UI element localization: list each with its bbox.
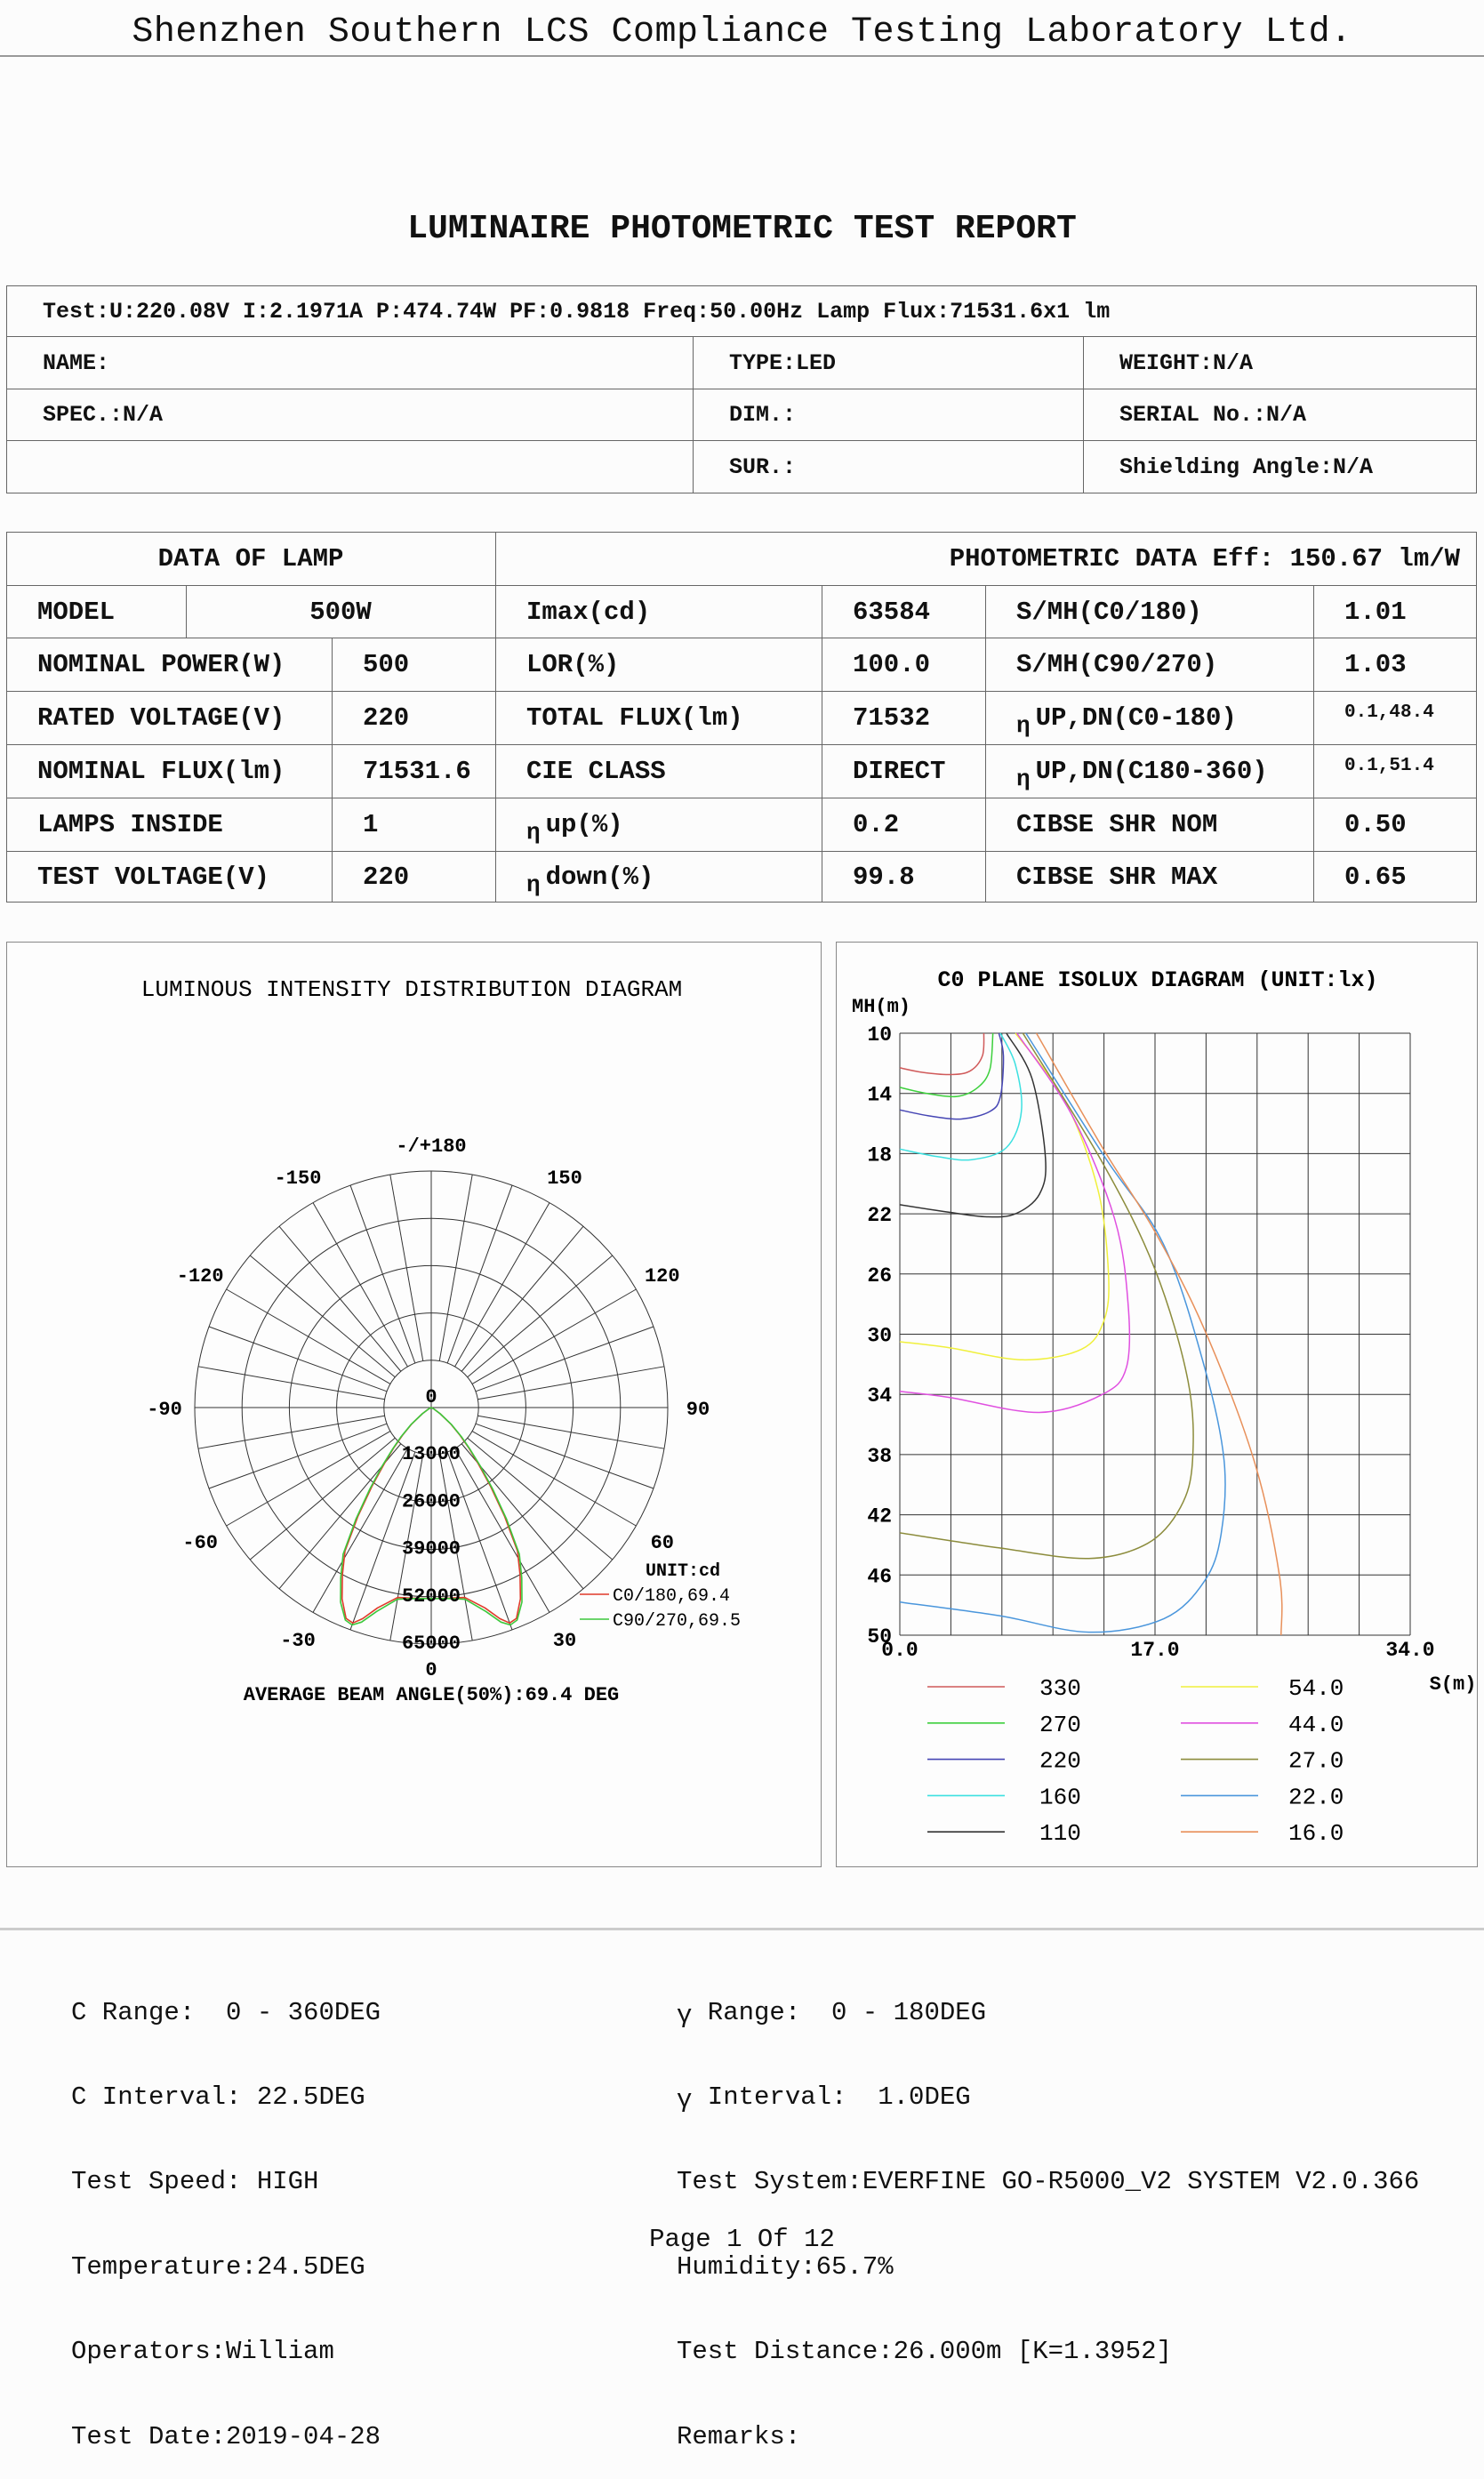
angle-label: 0 bbox=[425, 1659, 437, 1681]
legend-label: 22.0 bbox=[1288, 1784, 1344, 1811]
eta-symbol: η bbox=[526, 819, 541, 846]
y-tick-label: 14 bbox=[867, 1083, 892, 1107]
center-label: 0 bbox=[425, 1386, 437, 1408]
shielding-angle-field: Shielding Angle:N/A bbox=[1084, 441, 1477, 493]
row-value: 71531.6 bbox=[333, 745, 496, 798]
c-range: C Range: 0 - 360DEG bbox=[71, 1997, 381, 2027]
row-value: 0.2 bbox=[822, 798, 986, 852]
temperature: Temperature:24.5DEG bbox=[71, 2251, 365, 2282]
row-label: CIBSE SHR MAX bbox=[986, 852, 1314, 903]
test-electrical-line: Test:U:220.08V I:2.1971A P:474.74W PF:0.9818 Freq:50.00Hz Lamp Flux:71531.6x1 lm bbox=[7, 286, 1477, 337]
row-value: 0.1,48.4 bbox=[1314, 692, 1477, 745]
type-field: TYPE:LED bbox=[694, 337, 1084, 389]
row-value: 0.65 bbox=[1314, 852, 1477, 903]
isolux-contour-270 bbox=[900, 1033, 993, 1096]
row-label: S/MH(C0/180) bbox=[986, 586, 1314, 638]
humidity: Humidity:65.7% bbox=[677, 2251, 894, 2282]
row-label-text: up(%) bbox=[545, 810, 623, 839]
angle-label: -150 bbox=[274, 1167, 322, 1191]
isolux-contour-330 bbox=[900, 1033, 984, 1075]
row-label: RATED VOLTAGE(V) bbox=[7, 692, 333, 745]
isolux-contour-54.0 bbox=[900, 1033, 1109, 1360]
row-label: CIE CLASS bbox=[496, 745, 822, 798]
y-tick-label: 50 bbox=[867, 1625, 892, 1649]
ring-label: 39000 bbox=[401, 1537, 461, 1560]
row-value: 1.01 bbox=[1314, 586, 1477, 638]
row-label: LAMPS INSIDE bbox=[7, 798, 333, 852]
sur-field: SUR.: bbox=[694, 441, 1084, 493]
y-tick-label: 30 bbox=[867, 1324, 892, 1348]
row-label: NOMINAL FLUX(lm) bbox=[7, 745, 333, 798]
gamma-range bbox=[677, 1997, 1419, 2030]
row-value: 0.50 bbox=[1314, 798, 1477, 852]
angle-label: 150 bbox=[547, 1167, 582, 1191]
row-label: TEST VOLTAGE(V) bbox=[7, 852, 333, 903]
test-distance: Test Distance:26.000m [K=1.3952] bbox=[677, 2337, 1172, 2367]
angle-label: -60 bbox=[182, 1532, 219, 1554]
row-value: 220 bbox=[333, 692, 496, 745]
row-value: 1 bbox=[333, 798, 496, 852]
y-tick-label: 22 bbox=[867, 1204, 892, 1228]
row-label-text: UP,DN(C0-180) bbox=[1035, 703, 1237, 733]
page-number: Page 1 Of 12 bbox=[649, 2225, 835, 2254]
y-tick-label: 26 bbox=[867, 1264, 892, 1288]
y-tick-label: 46 bbox=[867, 1565, 892, 1589]
legend-label: 330 bbox=[1039, 1675, 1081, 1702]
angle-label: 90 bbox=[686, 1399, 710, 1421]
angle-label: -120 bbox=[176, 1265, 224, 1288]
angle-label: -30 bbox=[280, 1629, 316, 1652]
y-tick-label: 38 bbox=[867, 1444, 892, 1468]
eta-symbol: η bbox=[1016, 766, 1031, 792]
polar-title: LUMINOUS INTENSITY DISTRIBUTION DIAGRAM bbox=[140, 976, 683, 1003]
angle-label: -90 bbox=[147, 1399, 182, 1421]
gamma-range-text: Range: 0 - 180DEG bbox=[692, 1997, 987, 2027]
ring-label: 52000 bbox=[401, 1584, 461, 1608]
x-tick-label: 17.0 bbox=[1130, 1639, 1180, 1662]
unit-label: UNIT:cd bbox=[646, 1561, 721, 1582]
y-tick-label: 34 bbox=[867, 1384, 892, 1408]
lamp-data-header: DATA OF LAMP bbox=[7, 533, 496, 586]
legend-label: 16.0 bbox=[1288, 1820, 1344, 1848]
remarks: Remarks: bbox=[677, 2421, 801, 2451]
name-field: NAME: bbox=[7, 337, 694, 389]
isolux-contour-110 bbox=[900, 1033, 1046, 1217]
eta-symbol: η bbox=[526, 870, 541, 898]
angle-label: 30 bbox=[552, 1629, 577, 1652]
operators: Operators:William bbox=[71, 2337, 334, 2367]
gamma-interval bbox=[677, 2083, 1419, 2112]
legend-label: 160 bbox=[1039, 1784, 1081, 1811]
row-label: TOTAL FLUX(lm) bbox=[496, 692, 822, 745]
spec-field: SPEC.:N/A bbox=[7, 389, 694, 441]
weight-field: WEIGHT:N/A bbox=[1084, 337, 1477, 389]
row-label-text: down(%) bbox=[545, 862, 654, 892]
dim-field: DIM.: bbox=[694, 389, 1084, 441]
angle-label: -/+180 bbox=[396, 1135, 467, 1158]
isolux-title: C0 PLANE ISOLUX DIAGRAM (UNIT:lx) bbox=[937, 967, 1378, 993]
test-date: Test Date:2019-04-28 bbox=[71, 2421, 381, 2451]
y-tick-label: 18 bbox=[867, 1143, 892, 1167]
row-label: NOMINAL POWER(W) bbox=[7, 638, 333, 692]
row-value: 220 bbox=[333, 852, 496, 903]
row-label: LOR(%) bbox=[496, 638, 822, 692]
legend-label-c90: C90/270,69.5 bbox=[613, 1611, 742, 1632]
row-value: 0.1,51.4 bbox=[1314, 745, 1477, 798]
isolux-contour-44.0 bbox=[900, 1033, 1129, 1413]
gamma-symbol: γ bbox=[677, 2084, 693, 2114]
row-label: S/MH(C90/270) bbox=[986, 638, 1314, 692]
footer-left bbox=[71, 1942, 381, 2479]
row-value: 1.03 bbox=[1314, 638, 1477, 692]
row-label: MODEL bbox=[7, 586, 187, 638]
legend-label: 220 bbox=[1039, 1747, 1081, 1775]
footer-right bbox=[677, 1942, 1419, 2479]
x-axis-label: S(m) bbox=[1429, 1673, 1477, 1696]
legend-label: 110 bbox=[1039, 1820, 1081, 1848]
x-tick-label: 0.0 bbox=[881, 1639, 918, 1662]
legend-label: 27.0 bbox=[1288, 1747, 1344, 1775]
angle-label: 60 bbox=[650, 1532, 675, 1554]
test-speed: Test Speed: HIGH bbox=[71, 2167, 319, 2197]
x-tick-label: 34.0 bbox=[1385, 1639, 1435, 1662]
gamma-interval-text: Interval: 1.0DEG bbox=[692, 2082, 971, 2112]
row-label: CIBSE SHR NOM bbox=[986, 798, 1314, 852]
ring-label: 26000 bbox=[401, 1490, 461, 1513]
legend-label: 54.0 bbox=[1288, 1675, 1344, 1702]
angle-label: 120 bbox=[644, 1265, 680, 1288]
test-system: Test System:EVERFINE GO-R5000_V2 SYSTEM V2.0.366 bbox=[677, 2167, 1420, 2197]
y-tick-label: 10 bbox=[867, 1023, 892, 1047]
row-label: Imax(cd) bbox=[496, 586, 822, 638]
gamma-symbol: γ bbox=[677, 2000, 693, 2030]
legend-label: 270 bbox=[1039, 1711, 1081, 1738]
isolux-contour-27.0 bbox=[900, 1033, 1193, 1559]
footer-divider bbox=[0, 1928, 1484, 1930]
row-value: 100.0 bbox=[822, 638, 986, 692]
eta-symbol: η bbox=[1016, 712, 1031, 739]
row-value: 500W bbox=[187, 586, 496, 638]
photometric-data-header: PHOTOMETRIC DATA Eff: 150.67 lm/W bbox=[496, 533, 1477, 586]
y-tick-label: 42 bbox=[867, 1504, 892, 1528]
y-axis-label: MH(m) bbox=[852, 996, 911, 1018]
row-label-text: UP,DN(C180-360) bbox=[1035, 757, 1268, 786]
ring-label: 13000 bbox=[401, 1443, 461, 1466]
serial-field: SERIAL No.:N/A bbox=[1084, 389, 1477, 441]
ring-label: 65000 bbox=[401, 1633, 461, 1655]
row-value: 63584 bbox=[822, 586, 986, 638]
row-value: 500 bbox=[333, 638, 496, 692]
lab-name: Shenzhen Southern LCS Compliance Testing Laboratory Ltd. bbox=[132, 12, 1352, 52]
legend-label-c0: C0/180,69.4 bbox=[613, 1586, 731, 1607]
beam-angle-label: AVERAGE BEAM ANGLE(50%):69.4 DEG bbox=[243, 1684, 620, 1706]
row-value: DIRECT bbox=[822, 745, 986, 798]
report-title: LUMINAIRE PHOTOMETRIC TEST REPORT bbox=[407, 210, 1077, 248]
row-value: 99.8 bbox=[822, 852, 986, 903]
isolux-legend bbox=[927, 1675, 1344, 1847]
row-value: 71532 bbox=[822, 692, 986, 745]
c-interval: C Interval: 22.5DEG bbox=[71, 2082, 365, 2112]
legend-label: 44.0 bbox=[1288, 1711, 1344, 1738]
